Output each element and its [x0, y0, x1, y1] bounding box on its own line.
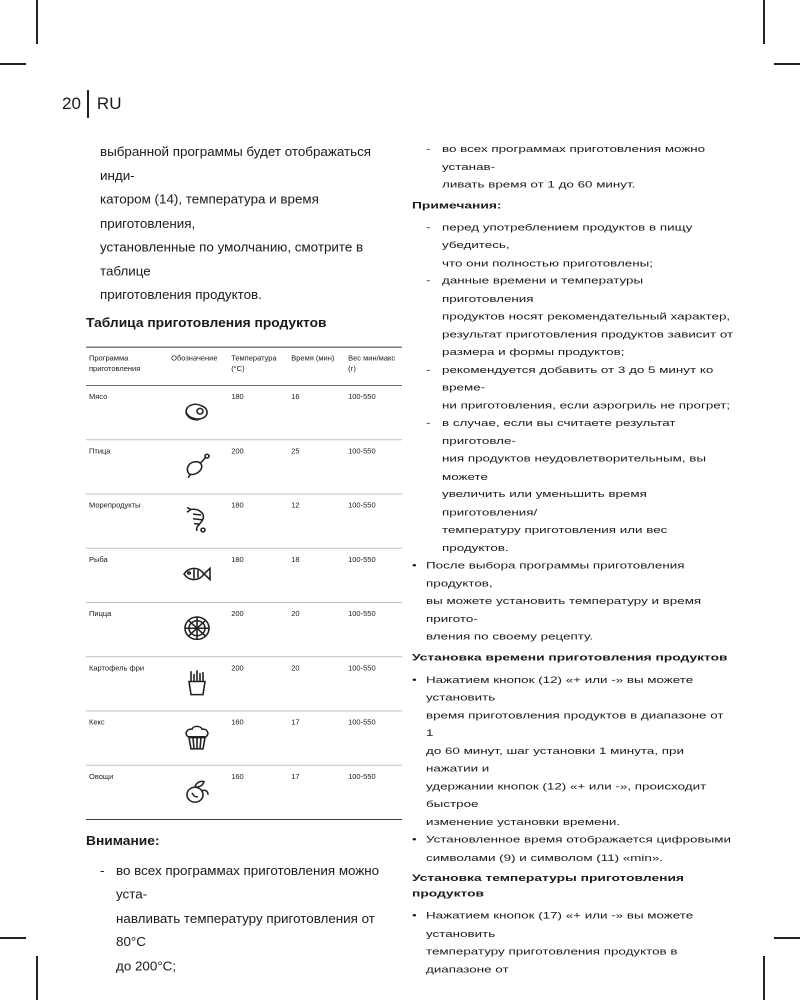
- text-line: установленные по умолчанию, смотрите в таблице: [100, 240, 364, 278]
- program-cell: Морепродукты: [89, 500, 141, 509]
- crop-mark: [774, 937, 800, 939]
- bullet-item: [412, 557, 734, 646]
- text-line: ни приготовления, если аэрогриль не прогрет;: [442, 399, 731, 411]
- weight-cell: 100-550: [348, 392, 376, 401]
- column-header: Программа приготовления: [89, 353, 141, 373]
- attention-title: Внимание:: [86, 833, 160, 848]
- program-cell: Овощи: [89, 771, 114, 781]
- time-cell: 25: [291, 446, 300, 455]
- text-line: - рекомендуется добавить от 3 до 5 минут ко време-: [442, 364, 714, 393]
- column-header: Время (мин): [291, 353, 335, 363]
- time-cell: 18: [291, 554, 300, 564]
- temperature-cell: 180: [231, 500, 244, 509]
- table-header-row: [86, 347, 402, 385]
- page-number: 20: [62, 94, 81, 113]
- text-line: ливать время от 1 до 60 минут.: [442, 179, 636, 190]
- seafood-icon: [181, 505, 213, 533]
- temperature-cell: 200: [231, 663, 244, 672]
- bullet-item: [412, 671, 734, 831]
- icon-cell: [168, 765, 228, 819]
- time-cell: 17: [291, 717, 300, 726]
- vegetables-icon: [181, 776, 213, 804]
- column-header: Температура (°C): [231, 353, 277, 373]
- text-line: • После выбора программы приготовления продуктов,: [426, 560, 685, 589]
- fish-icon: [181, 559, 213, 587]
- left-column: [86, 140, 396, 978]
- text-line: • Установленное время отображается цифровыми: [426, 834, 731, 845]
- table-row: [86, 385, 402, 439]
- table-row: [86, 439, 402, 493]
- crop-mark: [0, 937, 26, 939]
- text-line: температуру приготовления продуктов в диапазоне от: [426, 945, 678, 975]
- text-line: удержании кнопок (12) «+ или -», происходит быстрое: [426, 780, 707, 810]
- text-line: что они полностью приготовлены;: [442, 257, 653, 269]
- text-line: - перед употреблением продуктов в пищу убедитесь,: [442, 221, 693, 251]
- bullet-item: [412, 831, 734, 867]
- table-row: [86, 711, 402, 765]
- text-line: • Нажатием кнопок (12) «+ или -» вы можете установить: [426, 674, 694, 703]
- temperature-cell: 180: [231, 392, 244, 401]
- note-item: [412, 414, 734, 556]
- time-cell: 16: [291, 392, 300, 401]
- temperature-cell: 160: [231, 717, 244, 726]
- notes-title: Примечания:: [412, 199, 502, 211]
- weight-cell: 100-550: [348, 771, 376, 781]
- text-line: - данные времени и температуры приготовления: [442, 275, 644, 304]
- weight-cell: 100-550: [348, 446, 376, 455]
- time-cell: 20: [291, 663, 300, 672]
- table-row: [86, 494, 402, 548]
- program-cell: Картофель фри: [89, 663, 145, 672]
- text-line: символами (9) и символом (11) «min».: [426, 852, 664, 863]
- weight-cell: 100-550: [348, 663, 376, 672]
- table-row: [86, 602, 402, 656]
- icon-cell: [168, 602, 228, 656]
- crop-mark: [763, 0, 765, 44]
- fries-icon: [181, 668, 213, 696]
- crop-mark: [763, 956, 765, 1000]
- weight-cell: 100-550: [348, 500, 376, 509]
- time-cell: 17: [291, 771, 300, 781]
- column-header: Обозначение: [171, 353, 218, 363]
- attention-item: [86, 859, 396, 978]
- language-code: RU: [96, 94, 122, 113]
- text-line: - в случае, если вы считаете результат приготовле-: [442, 417, 676, 446]
- weight-cell: 100-550: [348, 717, 376, 726]
- icon-cell: [168, 439, 228, 493]
- page-header: [62, 90, 121, 118]
- column-header: Вес мин/макс (г): [348, 353, 396, 373]
- text-line: ния продуктов неудовлетворительным, вы можете: [442, 453, 706, 482]
- weight-cell: 100-550: [348, 609, 376, 618]
- crop-mark: [36, 0, 38, 44]
- text-line: катором (14), температура и время приготовления,: [100, 192, 319, 231]
- table-title: Таблица приготовления продуктов: [86, 315, 327, 330]
- muffin-icon: [181, 722, 213, 750]
- crop-mark: [0, 63, 26, 65]
- attention-item: [412, 140, 734, 193]
- crop-mark: [36, 956, 38, 1000]
- text-line: выбранной программы будет отображаться инди-: [100, 144, 372, 183]
- text-line: продуктов носят рекомендательный характер,: [442, 310, 731, 322]
- crop-mark: [774, 63, 800, 65]
- program-cell: Рыба: [89, 554, 108, 564]
- temperature-setting-title: Установка температуры приготовления продуктов: [412, 872, 684, 899]
- right-column: [412, 140, 734, 978]
- text-line: - во всех программах приготовления можно устанав-: [442, 143, 706, 172]
- text-line: • Нажатием кнопок (17) «+ или -» вы можете установить: [426, 910, 694, 939]
- text-line: размера и формы продуктов;: [442, 346, 625, 358]
- temperature-cell: 200: [231, 609, 244, 618]
- program-cell: Кекс: [89, 717, 105, 726]
- bullet-item: [412, 907, 734, 978]
- program-cell: Мясо: [89, 392, 108, 401]
- text-line: до 200°C;: [116, 958, 177, 973]
- text-line: результат приготовления продуктов зависит от: [442, 328, 734, 340]
- text-line: время приготовления продуктов в диапазоне от 1: [426, 709, 724, 738]
- text-line: вы можете установить температуру и время пригото-: [426, 595, 702, 624]
- text-line: - во всех программах приготовления можно уста-: [116, 863, 380, 902]
- icon-cell: [168, 656, 228, 710]
- intro-paragraph: [86, 140, 396, 307]
- program-cell: Птица: [89, 446, 111, 455]
- text-line: температуру приготовления или вес продуктов.: [442, 524, 668, 553]
- temperature-cell: 180: [231, 554, 244, 564]
- time-cell: 20: [291, 609, 300, 618]
- text-line: до 60 минут, шаг установки 1 минута, при нажатии и: [426, 745, 684, 774]
- icon-cell: [168, 385, 228, 439]
- table-row: [86, 765, 402, 819]
- time-setting-title: Установка времени приготовления продуктов: [412, 651, 728, 663]
- note-item: [412, 361, 734, 414]
- temperature-cell: 200: [231, 446, 244, 455]
- text-line: увеличить или уменьшить время приготовления/: [442, 488, 647, 518]
- text-line: навливать температуру приготовления от 80°C: [116, 911, 375, 950]
- text-line: изменение установки времени.: [426, 816, 621, 827]
- poultry-icon: [181, 451, 213, 479]
- table-row: [86, 548, 402, 602]
- icon-cell: [168, 548, 228, 602]
- time-cell: 12: [291, 500, 300, 509]
- pizza-icon: [181, 614, 213, 642]
- meat-icon: [181, 397, 213, 425]
- icon-cell: [168, 494, 228, 548]
- icon-cell: [168, 711, 228, 765]
- note-item: [412, 218, 734, 271]
- weight-cell: 100-550: [348, 554, 376, 564]
- note-item: [412, 272, 734, 361]
- temperature-cell: 160: [231, 771, 244, 781]
- program-cell: Пицца: [89, 609, 112, 618]
- table-row: [86, 656, 402, 710]
- text-line: приготовления продуктов.: [100, 287, 262, 302]
- text-line: вления по своему рецепту.: [426, 631, 594, 642]
- cooking-table: [86, 346, 402, 819]
